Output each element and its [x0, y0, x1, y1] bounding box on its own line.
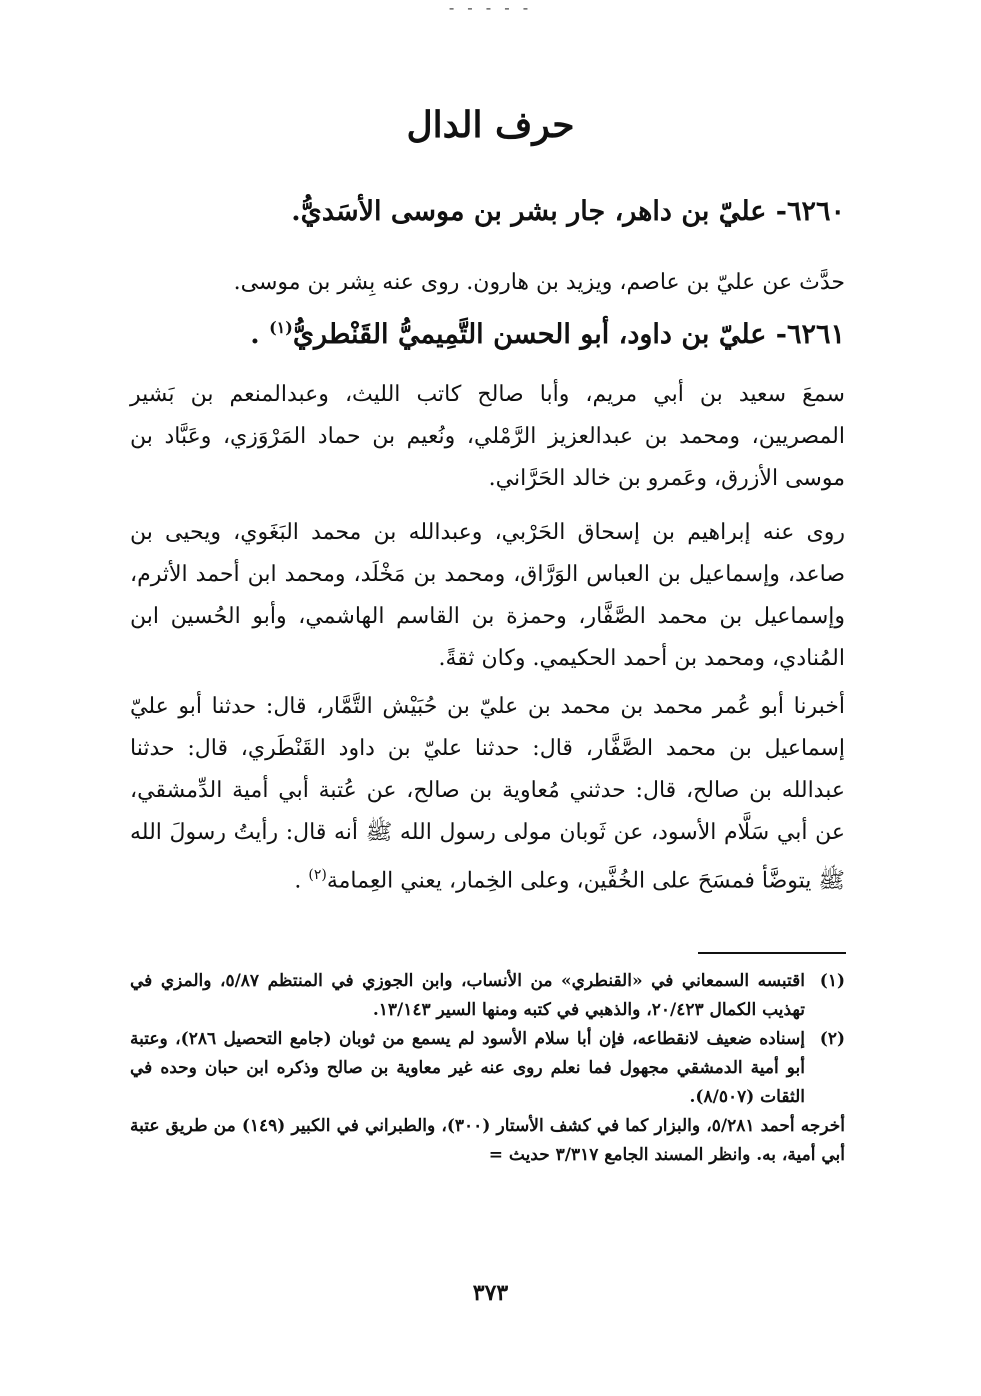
chapter-title: حرف الدال [406, 104, 575, 146]
entry-6261-body [130, 374, 845, 500]
entry-6260 [130, 190, 845, 234]
paragraph: حدَّث عن عليّ بن عاصم، ويزيد بن هارون. روى عنه بِشر بن موسى. [233, 270, 845, 295]
footnote-text: إسناده ضعيف لانقطاعه، فإن أبا سلام الأسود لم يسمع من ثوبان (جامع التحصيل ٢٨٦)، وعتبة أبو أمية الدمشقي مجهول فما نعلم روى عنه غير معاوية بن صالح وذكره ابن حبان وحده في الثقات (٨/٥٠٧). [130, 1029, 805, 1107]
footnote-number: (٢) [819, 1029, 845, 1049]
paragraph-tail: . [294, 868, 309, 894]
footnotes [130, 967, 845, 1170]
entry-6261-narrators [130, 512, 845, 680]
entry-heading-text: ٦٢٦١- عليّ بن داود، أبو الحسن التَّمِيميُّ القَنْطريُّ [292, 319, 845, 350]
paragraph: روى عنه إبراهيم بن إسحاق الحَرْبي، وعبدالله بن محمد البَغَوي، ويحيى بن صاعد، وإسماعيل بن العباس الوَرَّاق، ومحمد بن مَخْلَد، ومحمد ابن أحمد الأثرم، وإسماعيل بن محمد الصَّفَّار، وحمزة بن القاسم الهاشمي، وأبو الحُسين ابن المُنادي، ومحمد بن أحمد الحكيمي. وكان ثقةً. [130, 520, 845, 671]
footnote-divider [698, 952, 846, 954]
paragraph-text: أخبرنا أبو عُمر محمد بن محمد بن عليّ بن حُبَيْش التَّمَّار، قال: حدثنا أبو عليّ إسماعيل بن محمد الصَّفَّار، قال: حدثنا عليّ بن داود القَنْطَري، قال: حدثنا عبدالله بن صالح، قال: حدثني مُعاوية بن صالح، عن عُتبة أبي أمية الدِّمشقي، عن أبي سَلَّام الأسود، عن ثَوبان مولى رسول الله ﷺ أنه قال: رأيتُ رسولَ الله ﷺ يتوضَّأ فمسَحَ على الخُفَّين، وعلى الخِمار، يعني العِمامة [130, 694, 845, 894]
footnote-ref: (١) [269, 318, 293, 337]
entry-heading [130, 306, 845, 357]
entry-heading: ٦٢٦٠- عليّ بن داهر، جار بشر بن موسى الأسَديُّ. [291, 196, 845, 227]
entry-6261-hadith [130, 686, 845, 902]
footnote-text: اقتبسه السمعاني في «القنطري» من الأنساب، وابن الجوزي في المنتظم ٥/٨٧، والمزي في تهذيب الكمال ٢٠/٤٢٣، والذهبي في كتبه ومنها السير ١٣/١٤٣. [130, 971, 805, 1020]
header-rule-marks: - - - - - [448, 0, 533, 17]
entry-6261 [130, 306, 845, 357]
entry-6260-body [130, 262, 845, 304]
page-number: ٣٧٣ [472, 1280, 509, 1306]
entry-heading-tail: . [250, 319, 270, 350]
paragraph: سمعَ سعيد بن أبي مريم، وأبا صالح كاتب الليث، وعبدالمنعم بن بَشير المصريين، ومحمد بن عبدالعزيز الرَّمْلي، ونُعيم بن حماد المَرْوَزي، وعَبَّاد بن موسى الأزرق، وعَمرو بن خالد الحَرَّاني. [130, 382, 845, 491]
footnote-1 [130, 967, 845, 1025]
footnote-2 [130, 1025, 845, 1112]
footnote-ref: (٢) [308, 867, 327, 883]
footnote-number: (١) [819, 971, 845, 991]
paragraph [130, 686, 845, 902]
footnote-continuation: أخرجه أحمد ٥/٢٨١، والبزار كما في كشف الأستار (٣٠٠)، والطبراني في الكبير (١٤٩) من طريق عتبة أبي أمية، به. وانظر المسند الجامع ٣/٣١٧ حديث = [130, 1116, 846, 1165]
